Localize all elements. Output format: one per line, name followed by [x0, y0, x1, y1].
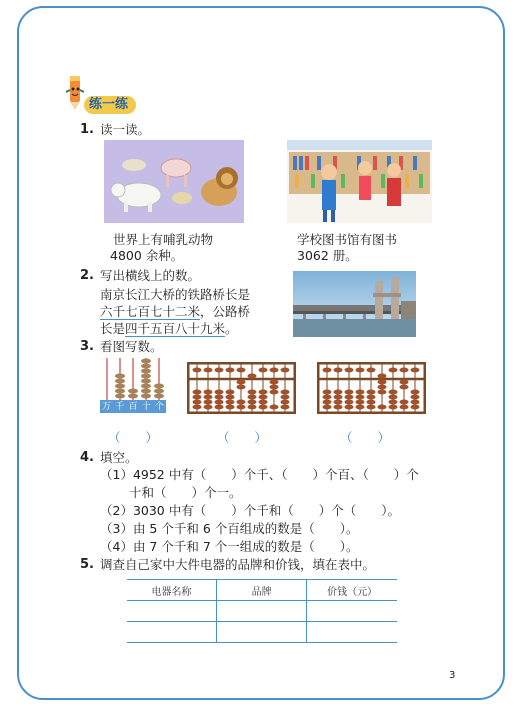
q3-answer-blank-1[interactable]: （ ）	[108, 430, 159, 445]
q1-right-line2: 3062 册。	[297, 248, 358, 263]
counting-frame-labels	[100, 401, 166, 414]
counter-label-wan: 万	[102, 402, 112, 412]
q3-answer-blank-3[interactable]: （ ）	[340, 430, 391, 445]
appliance-table	[127, 579, 397, 643]
table-row	[127, 601, 397, 622]
q3-prompt: 看图写数。	[100, 339, 163, 354]
q3-number: 3.	[80, 339, 94, 354]
q1-prompt: 读一读。	[100, 122, 151, 137]
table-header-brand: 品牌	[217, 580, 307, 601]
counter-label-ge: 个	[154, 402, 164, 412]
q2-line3	[100, 321, 238, 337]
table-cell[interactable]	[307, 601, 397, 622]
table-cell[interactable]	[127, 601, 217, 622]
table-row	[127, 622, 397, 643]
q4-item3: （3）由 5 个千和 6 个百组成的数是（ ）。	[100, 521, 359, 536]
q2-underlined-railway: 六千七百七十二米	[100, 304, 201, 319]
q4-item4: （4）由 7 个千和 7 个一组成的数是（ ）。	[100, 539, 359, 554]
counter-label-shi: 十	[141, 402, 151, 412]
q2-line3-end: 。	[225, 321, 238, 336]
table-cell[interactable]	[217, 622, 307, 643]
q2-prompt: 写出横线上的数。	[100, 268, 201, 283]
q2-line2-rest: ，公路桥	[200, 304, 251, 319]
abacus-1	[187, 362, 296, 414]
table-header-name: 电器名称	[127, 580, 217, 601]
q1-right-line1: 学校图书馆有图书	[297, 232, 398, 247]
q4-prompt: 填空。	[100, 450, 138, 465]
q4-number: 4.	[80, 450, 94, 465]
table-header-row	[127, 580, 397, 601]
bridge-photo	[293, 271, 416, 337]
q1-left-line2: 4800 余种。	[110, 248, 184, 263]
q1-left-line1: 世界上有哺乳动物	[113, 232, 214, 247]
q5-prompt: 调查自己家中大件电器的品牌和价钱，填在表中。	[100, 557, 376, 572]
q2-line3-start: 长是	[100, 321, 126, 336]
section-title: 练一练	[89, 97, 129, 112]
q1-number: 1.	[80, 122, 94, 137]
counter-label-bai: 百	[128, 402, 138, 412]
table-cell[interactable]	[127, 622, 217, 643]
q4-item2: （2）3030 中有（ ）个千和（ ）个（ ）。	[100, 503, 400, 518]
q3-answer-blank-2[interactable]: （ ）	[217, 430, 268, 445]
library-illustration	[287, 140, 432, 223]
q5-number: 5.	[80, 557, 94, 572]
mammals-illustration	[104, 140, 244, 223]
q2-underlined-highway: 四千五百八十九米	[125, 321, 226, 336]
table-cell[interactable]	[307, 622, 397, 643]
q4-item1-line2: 十和（ ）个一。	[129, 485, 242, 500]
page-number: 3	[449, 670, 456, 681]
q4-item1-line1: （1）4952 中有（ ）个千、（ ）个百、（ ）个	[100, 467, 419, 482]
q2-line2	[100, 304, 250, 320]
q2-number: 2.	[80, 268, 94, 283]
table-cell[interactable]	[217, 601, 307, 622]
table-header-price: 价钱（元）	[307, 580, 397, 601]
q2-line1: 南京长江大桥的铁路桥长是	[100, 287, 251, 302]
abacus-2	[317, 362, 426, 414]
counter-label-qian: 千	[115, 402, 125, 412]
